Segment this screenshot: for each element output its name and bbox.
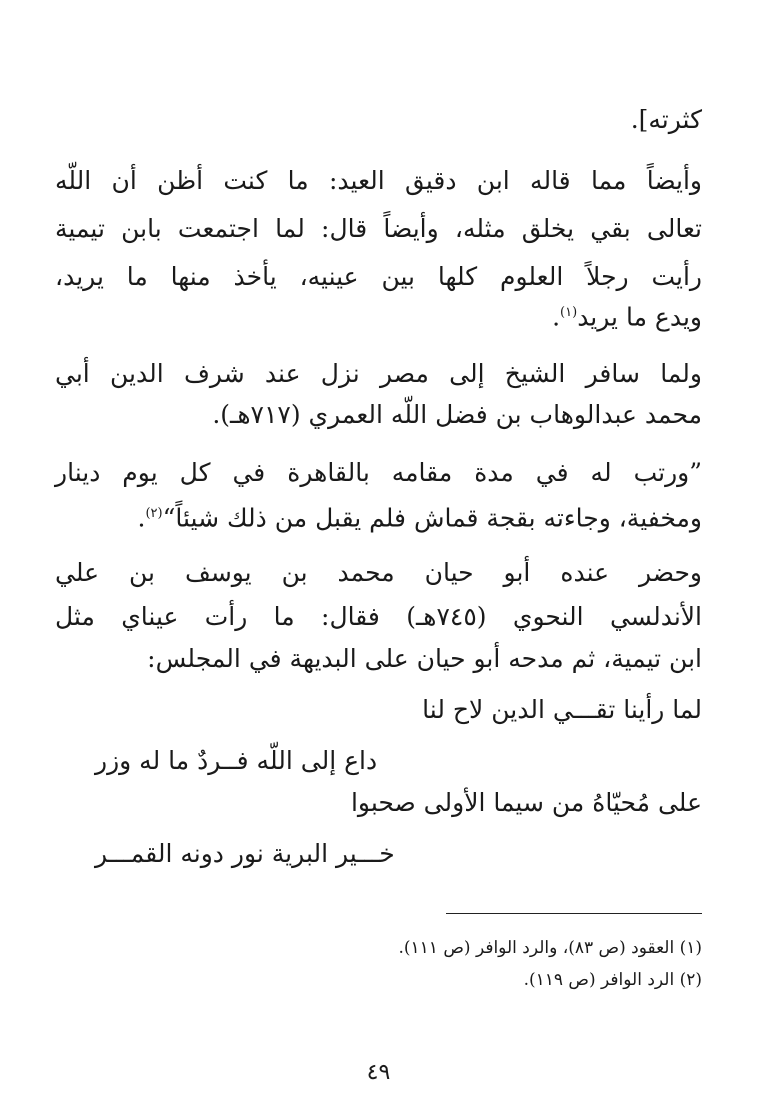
- text-line-6: ولما سافر الشيخ إلى مصر نزل عند شرف الدين أبي: [55, 359, 702, 388]
- text-line-9: ومخفية، وجاءته بقجة قماش فلم يقبل من ذلك شيئاً“$^{(٢)}$.: [137, 503, 702, 533]
- text-line-7: محمد عبدالوهاب بن فضل اللّه العمري (٧١٧هـ).: [212, 400, 702, 429]
- footnote-2: (٢) الرد الوافر (ص ١١٩).: [523, 970, 702, 990]
- footnote-ref-1[interactable]: (١): [560, 305, 578, 320]
- text-line-11: الأندلسي النحوي (٧٤٥هـ) فقال: ما رأت عيناي مثل: [55, 602, 702, 631]
- footnote-divider: [446, 913, 702, 914]
- text-line-8: ”ورتب له في مدة مقامه بالقاهرة في كل يوم دينار: [55, 458, 702, 487]
- text-line-10: وحضر عنده أبو حيان محمد بن يوسف بن علي: [55, 558, 702, 587]
- line-5-text: ويدع ما يريد: [577, 302, 702, 332]
- footnote-ref-2[interactable]: (٢): [145, 506, 163, 521]
- text-line-3: تعالى بقي يخلق مثله، وأيضاً قال: لما اجتمعت بابن تيمية: [55, 214, 702, 243]
- poem-line-4: خـــير البرية نور دونه القمـــر: [95, 839, 395, 868]
- text-line-12: ابن تيمية، ثم مدحه أبو حيان على البديهة في المجلس:: [147, 644, 702, 673]
- text-line-2: وأيضاً مما قاله ابن دقيق العيد: ما كنت أظن أن اللّه: [55, 166, 702, 195]
- poem-line-2: داع إلى اللّه فــردٌ ما له وزر: [95, 746, 378, 775]
- poem-line-3: على مُحيّاهُ من سيما الأولى صحبوا: [350, 788, 702, 817]
- footnote-1: (١) العقود (ص ٨٣)، والرد الوافر (ص ١١١).: [398, 938, 702, 958]
- page-number: ٤٩: [366, 1060, 391, 1085]
- text-line-4: رأيت رجلاً العلوم كلها بين عينيه، يأخذ منها ما يريد،: [55, 262, 702, 291]
- text-line-5: ويدع ما يريد$^{(١)}$.: [552, 302, 702, 332]
- text-line-1: كثرته].: [630, 105, 702, 134]
- line-9-text: ومخفية، وجاءته بقجة قماش فلم يقبل من ذلك شيئاً“: [162, 503, 702, 533]
- poem-line-1: لما رأينا تقـــي الدين لاح لنا: [422, 695, 702, 724]
